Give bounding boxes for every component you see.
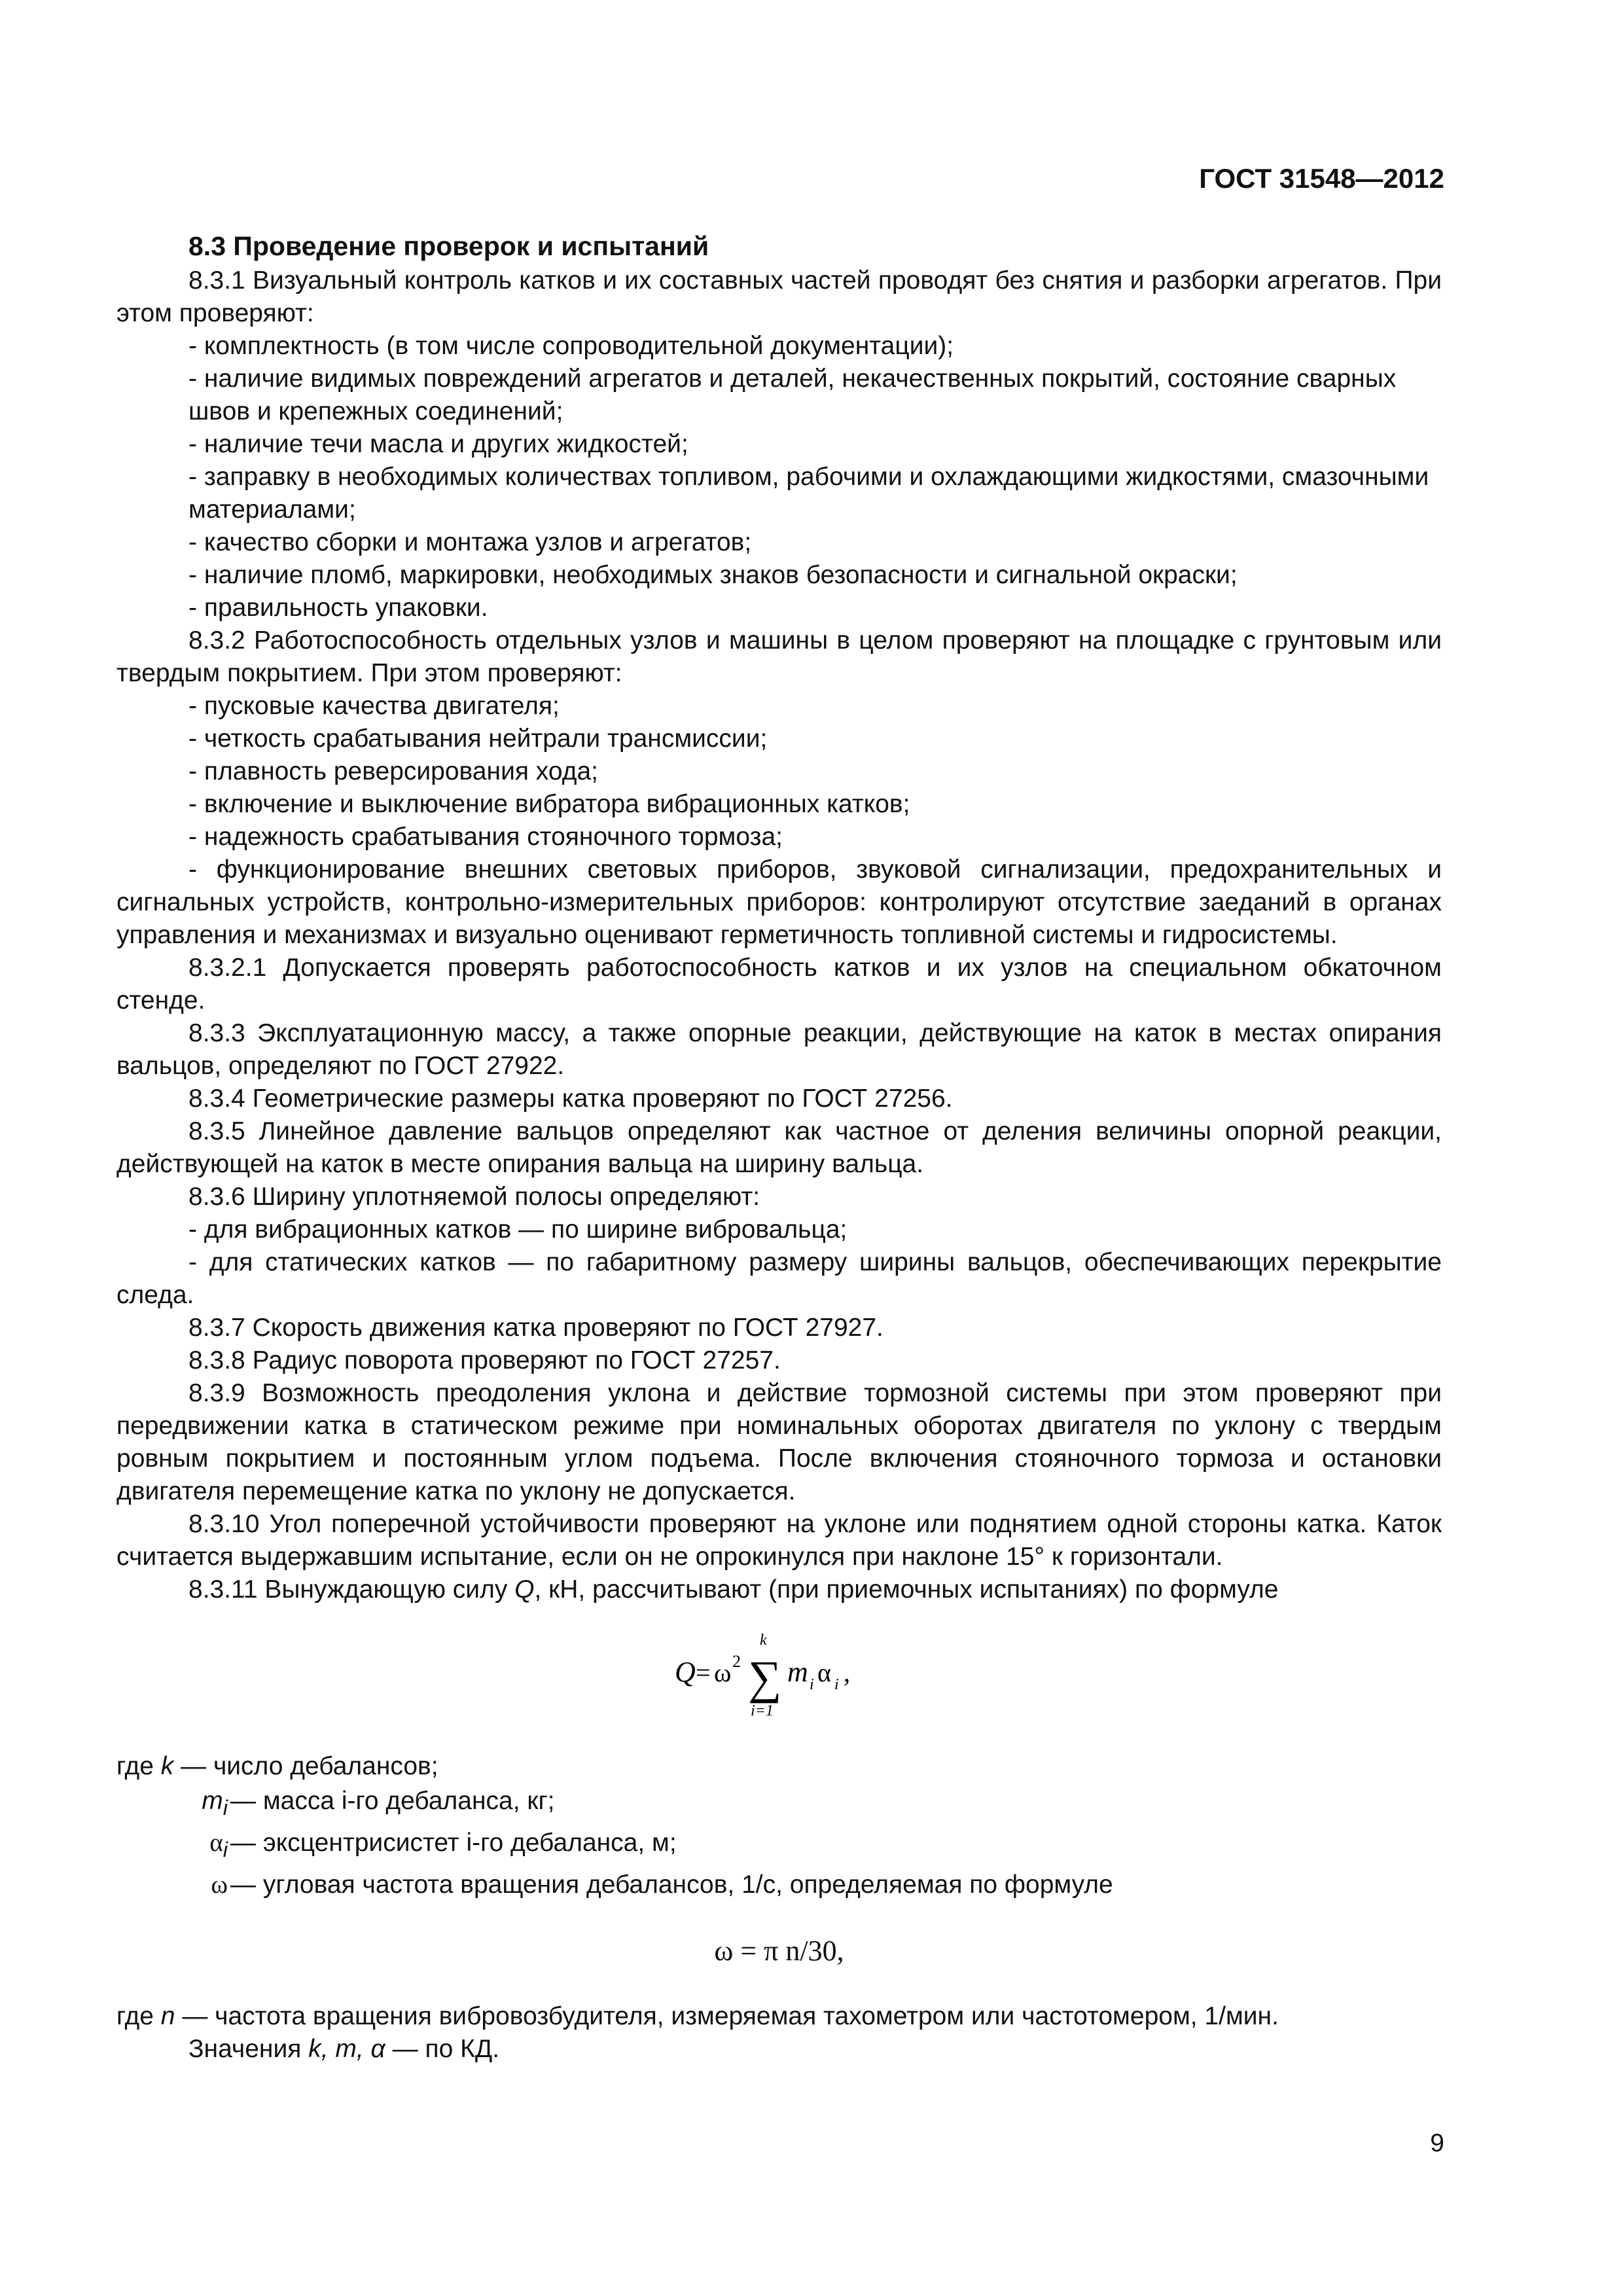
formula-upper-limit: k bbox=[759, 1632, 767, 1649]
where-description: — частота вращения вибровозбудителя, измеряемая тахометром или частотомером, 1/мин. bbox=[182, 2001, 1279, 2030]
where-symbol: n bbox=[160, 2001, 175, 2030]
list-item: - пусковые качества двигателя; bbox=[188, 692, 560, 720]
formula-q: Q bbox=[674, 1656, 696, 1688]
paragraph: 8.3.1 Визуальный контроль катков и их составных частей проводят без снятия и разборки агрегатов. При этом проверяют: bbox=[116, 266, 1442, 327]
list-item: - четкость срабатывания нейтрали трансмиссии; bbox=[188, 725, 768, 753]
formula-m-subscript: i bbox=[809, 1676, 814, 1693]
where-symbol-cell bbox=[116, 1825, 228, 1867]
where-row bbox=[116, 1867, 1442, 1902]
where-word: где bbox=[116, 1752, 154, 1780]
list-item: - надежность срабатывания стояночного тормоза; bbox=[188, 823, 783, 851]
formula-lower-limit: i=1 bbox=[750, 1702, 774, 1719]
force-formula bbox=[116, 1607, 1442, 1738]
text-blocks bbox=[116, 264, 1442, 1573]
where-symbol-cell bbox=[116, 1867, 228, 1902]
where-symbol: k bbox=[160, 1752, 174, 1780]
formula-exponent: 2 bbox=[732, 1652, 741, 1671]
list-item: - наличие течи масла и других жидкостей; bbox=[188, 430, 688, 458]
where-subscript: i bbox=[223, 1795, 228, 1820]
where-row-n bbox=[116, 2000, 1442, 2033]
values-variables: k, m, α bbox=[308, 2034, 385, 2063]
page-content bbox=[116, 229, 1442, 2066]
values-line bbox=[116, 2033, 1442, 2066]
paragraph: 8.3.2.1 Допускается проверять работоспособность катков и их узлов на специальном обкаточном стенде. bbox=[116, 954, 1442, 1014]
list-item: - правильность упаковки. bbox=[188, 594, 488, 622]
paragraph-text: , кН, рассчитывают (при приемочных испытаниях) по формуле bbox=[534, 1575, 1279, 1604]
where-symbol: α bbox=[209, 1828, 223, 1857]
where-description: — угловая частота вращения дебалансов, 1/с, определяемая по формуле bbox=[230, 1870, 1113, 1899]
where-symbol: m bbox=[202, 1787, 223, 1815]
where-word: где bbox=[116, 2001, 154, 2030]
paragraph: 8.3.4 Геометрические размеры катка проверяют по ГОСТ 27256. bbox=[188, 1085, 953, 1113]
where-row bbox=[116, 1784, 1442, 1825]
list-item: - наличие пломб, маркировки, необходимых знаков безопасности и сигнальной окраски; bbox=[188, 561, 1238, 589]
list-item: - комплектность (в том числе сопроводительной документации); bbox=[188, 332, 954, 360]
where-row bbox=[116, 1749, 1442, 1784]
paragraph: 8.3.5 Линейное давление вальцов определяют как частное от деления величины опорной реакции, действующей на каток в месте опирания вальца на ширину вальца. bbox=[116, 1117, 1442, 1178]
paragraph-text: 8.3.11 Вынуждающую силу bbox=[188, 1575, 515, 1604]
document-number: ГОСТ 31548—2012 bbox=[1199, 163, 1444, 194]
force-variable: Q bbox=[514, 1575, 535, 1604]
list-item: - заправку в необходимых количествах топливом, рабочими и охлаждающими жидкостями, смазочными материалами; bbox=[188, 463, 1429, 524]
values-prefix: Значения bbox=[188, 2034, 309, 2063]
formula-alpha: α bbox=[817, 1658, 831, 1687]
where-description: — число дебалансов; bbox=[181, 1752, 438, 1780]
section-title: 8.3 Проведение проверок и испытаний bbox=[188, 231, 709, 261]
paragraph: 8.3.6 Ширину уплотняемой полосы определяют: bbox=[188, 1183, 760, 1211]
paragraph: 8.3.8 Радиус поворота проверяют по ГОСТ 27257. bbox=[188, 1346, 781, 1374]
where-subscript: i bbox=[223, 1837, 228, 1861]
paragraph: 8.3.2 Работоспособность отдельных узлов и машины в целом проверяют на площадке с грунтовым или твердым покрытием. При этом проверяют: bbox=[116, 626, 1442, 687]
paragraph: - для статических катков — по габаритному размеру ширины вальцов, обеспечивающих перекрытие следа. bbox=[116, 1248, 1442, 1309]
formula-sigma: ∑ bbox=[747, 1651, 781, 1704]
where-row bbox=[116, 1825, 1442, 1867]
paragraph-8-3-11 bbox=[116, 1573, 1442, 1606]
formula-m: m bbox=[787, 1656, 808, 1688]
list-item: - включение и выключение вибратора вибрационных катков; bbox=[188, 790, 910, 818]
formula-alpha-subscript: i bbox=[834, 1676, 839, 1693]
paragraph: 8.3.3 Эксплуатационную массу, а также опорные реакции, действующие на каток в местах опирания вальцов, определяют по ГОСТ 27922. bbox=[116, 1019, 1442, 1080]
paragraph: - функционирование внешних световых приборов, звуковой сигнализации, предохранительных и сигнальных устройств, контрольно-измерительных приборов: контролируют отсутствие заеданий в органах управления и механизмах и визуально оценивают герметичность топливной системы и гидросистемы. bbox=[116, 855, 1442, 949]
where-description: — масса i-го дебаланса, кг; bbox=[230, 1787, 555, 1815]
paragraph: 8.3.7 Скорость движения катка проверяют по ГОСТ 27927. bbox=[188, 1314, 883, 1342]
where-symbol-cell bbox=[116, 1784, 228, 1825]
paragraph: 8.3.10 Угол поперечной устойчивости проверяют на уклоне или поднятием одной стороны катка. Каток считается выдержавшим испытание, если он не опрокинулся при наклоне 15° к горизонтали. bbox=[116, 1510, 1442, 1571]
list-item: - плавность реверсирования хода; bbox=[188, 757, 598, 785]
formula-omega: ω bbox=[713, 1658, 731, 1687]
list-item: - наличие видимых повреждений агрегатов и деталей, некачественных покрытий, состояние сварных швов и крепежных соединений; bbox=[188, 365, 1397, 425]
omega-formula: ω = π n/30, bbox=[714, 1934, 844, 1967]
page-number: 9 bbox=[1430, 2129, 1444, 2157]
values-suffix: — по КД. bbox=[385, 2034, 500, 2063]
where-description: — эксцентрисистет i-го дебаланса, м; bbox=[230, 1828, 677, 1857]
paragraph: 8.3.9 Возможность преодоления уклона и действие тормозной системы при этом проверяют при передвижении катка в статическом режиме при номинальных оборотах двигателя по уклону с твердым ровным покрытием и постоянным углом подъема. После включения стояночного тормоза и остановки двигателя перемещение катка по уклону не допускается. bbox=[116, 1379, 1442, 1505]
list-item: - для вибрационных катков — по ширине вибровальца; bbox=[188, 1215, 847, 1244]
where-symbol: ω bbox=[211, 1870, 228, 1899]
where-list-1 bbox=[116, 1749, 1442, 1902]
list-item: - качество сборки и монтажа узлов и агрегатов; bbox=[188, 528, 752, 556]
formula-comma: , bbox=[843, 1658, 850, 1687]
force-formula-svg bbox=[675, 1617, 884, 1729]
formula-equals: = bbox=[695, 1658, 711, 1687]
